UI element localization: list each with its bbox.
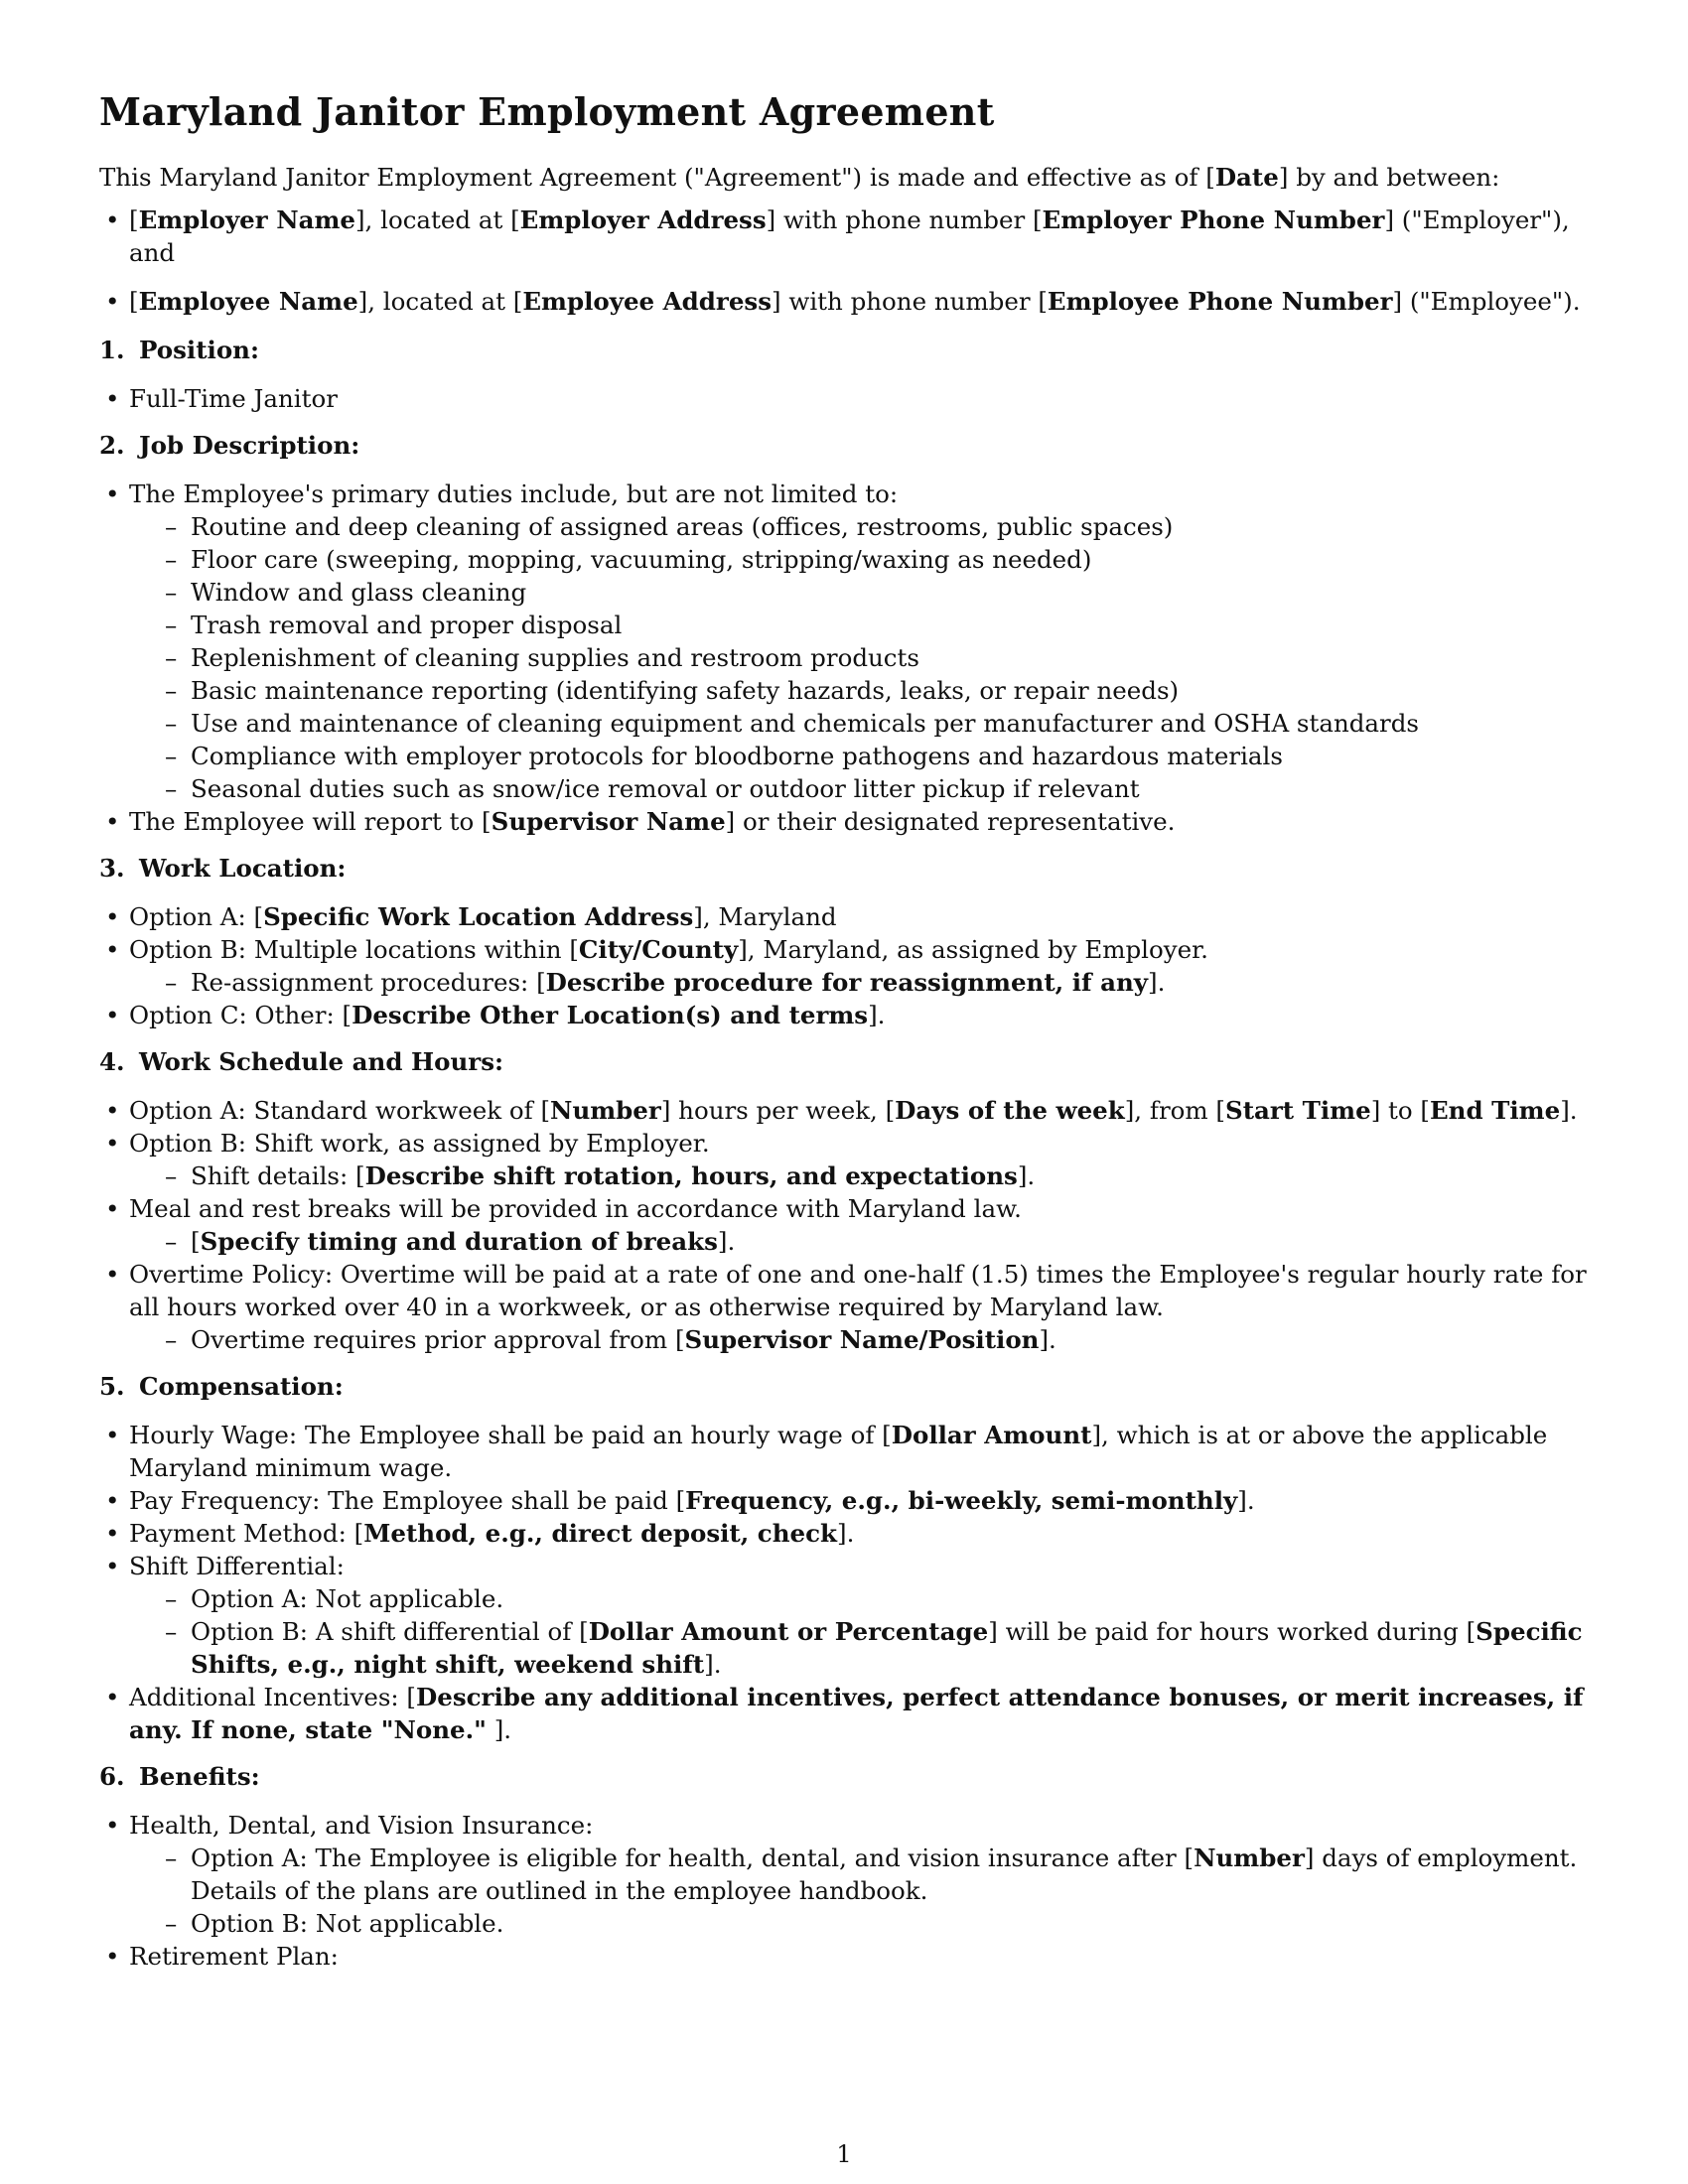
- supervisor-placeholder: Supervisor Name: [491, 807, 726, 836]
- section-heading-work-schedule: 4. Work Schedule and Hours:: [99, 1047, 504, 1076]
- duty-item: – Use and maintenance of cleaning equipment and chemicals per manufacturer and OSHA standards: [191, 707, 1589, 740]
- list-item: • Option A: Standard workweek of [Number] hours per week, [Days of the week], from [Start Time] to [End Time].: [129, 1094, 1589, 1127]
- list-item: • Shift Differential: – Option A: Not applicable. – Option B: A shift differential of [Dollar Amount or Percentage] will be paid for hours worked during [Specific Shifts, e.g., night shift, weekend shift].: [129, 1550, 1589, 1681]
- employer-address-placeholder: Employer Address: [519, 205, 767, 234]
- list-item: • Pay Frequency: The Employee shall be paid [Frequency, e.g., bi-weekly, semi-monthly].: [129, 1484, 1589, 1517]
- page-number: 1: [836, 2140, 852, 2168]
- list-item: • Option B: Shift work, as assigned by Employer. – Shift details: [Describe shift rotation, hours, and expectations].: [129, 1127, 1589, 1192]
- duty-item: – Floor care (sweeping, mopping, vacuuming, stripping/waxing as needed): [191, 543, 1589, 576]
- duty-item: – Trash removal and proper disposal: [191, 609, 1589, 641]
- party-employer: • [Employer Name], located at [Employer Address] with phone number [Employer Phone Number] ("Employer"), and: [129, 204, 1589, 269]
- sub-item: – Overtime requires prior approval from [Supervisor Name/Position].: [191, 1323, 1589, 1356]
- list-item: • Option A: [Specific Work Location Address], Maryland: [129, 900, 1589, 933]
- duty-item: – Compliance with employer protocols for bloodborne pathogens and hazardous materials: [191, 740, 1589, 772]
- party-employee: • [Employee Name], located at [Employee Address] with phone number [Employee Phone Number] ("Employee").: [129, 285, 1589, 318]
- employer-name-placeholder: Employer Name: [138, 205, 355, 234]
- list-item: • Retirement Plan:: [129, 1940, 1589, 1973]
- section-heading-compensation: 5. Compensation:: [99, 1372, 344, 1401]
- intro-text-end: ] by and between:: [1278, 163, 1500, 192]
- sub-item: – Shift details: [Describe shift rotation, hours, and expectations].: [191, 1160, 1589, 1192]
- employee-address-placeholder: Employee Address: [522, 287, 773, 316]
- employee-name-placeholder: Employee Name: [138, 287, 358, 316]
- date-placeholder: Date: [1214, 163, 1279, 192]
- duty-item: – Basic maintenance reporting (identifying safety hazards, leaks, or repair needs): [191, 674, 1589, 707]
- sub-list: [129, 1323, 1589, 1356]
- sub-list: [129, 1582, 1589, 1681]
- list-item: • Hourly Wage: The Employee shall be paid an hourly wage of [Dollar Amount], which is at or above the applicable Maryland minimum wage.: [129, 1419, 1589, 1484]
- list-item: • Health, Dental, and Vision Insurance: – Option A: The Employee is eligible for health, dental, and vision insurance after [Number] days of employment. Details of the plans are outlined in the employee handbook. – Option B: Not applicable.: [129, 1809, 1589, 1940]
- list-item: • Option B: Multiple locations within [City/County], Maryland, as assigned by Employer. – Re-assignment procedures: [Describe procedure for reassignment, if any].: [129, 933, 1589, 999]
- section-heading-job-description: 2. Job Description:: [99, 431, 360, 460]
- sub-item: – Option B: A shift differential of [Dollar Amount or Percentage] will be paid for hours worked during [Specific Shifts, e.g., night shift, weekend shift].: [191, 1615, 1589, 1681]
- duty-item: – Seasonal duties such as snow/ice removal or outdoor litter pickup if relevant: [191, 772, 1589, 805]
- sub-item: – Re-assignment procedures: [Describe procedure for reassignment, if any].: [191, 966, 1589, 999]
- sub-list: [129, 966, 1589, 999]
- duty-item: – Routine and deep cleaning of assigned areas (offices, restrooms, public spaces): [191, 510, 1589, 543]
- work-location-list: [99, 900, 1589, 1031]
- list-item: • Overtime Policy: Overtime will be paid at a rate of one and one-half (1.5) times the Employee's regular hourly rate for all hours worked over 40 in a workweek, or as otherwise required by Maryland law. – Overtime requires prior approval from [Supervisor Name/Position].: [129, 1258, 1589, 1356]
- duty-item: – Replenishment of cleaning supplies and restroom products: [191, 641, 1589, 674]
- duties-list: [129, 510, 1589, 805]
- position-list: [99, 382, 1589, 415]
- parties-list: [99, 204, 1589, 318]
- employee-phone-placeholder: Employee Phone Number: [1047, 287, 1393, 316]
- section-heading-work-location: 3. Work Location:: [99, 854, 347, 883]
- benefits-list: [99, 1809, 1589, 1973]
- list-item: • Payment Method: [Method, e.g., direct deposit, check].: [129, 1517, 1589, 1550]
- document-title: Maryland Janitor Employment Agreement: [99, 89, 995, 134]
- section-heading-benefits: 6. Benefits:: [99, 1762, 260, 1791]
- list-item: • The Employee will report to [Supervisor Name] or their designated representative.: [129, 805, 1589, 838]
- employer-phone-placeholder: Employer Phone Number: [1042, 205, 1385, 234]
- list-item: • Option C: Other: [Describe Other Location(s) and terms].: [129, 999, 1589, 1031]
- work-schedule-list: [99, 1094, 1589, 1356]
- sub-item: – Option B: Not applicable.: [191, 1907, 1589, 1940]
- intro-text: This Maryland Janitor Employment Agreement ("Agreement") is made and effective as of [: [99, 163, 1215, 192]
- list-item: • The Employee's primary duties include, but are not limited to: – Routine and deep cleaning of assigned areas (offices, restrooms, public spaces) – Floor care (sweeping, mopping, vacuuming, stripping/waxing as needed) – Window and glass cleaning – Trash removal and proper disposal – Replenishment of cleaning supplies and restroom products – Basic maintenance reporting (identifying safety hazards, leaks, or repair needs) – Use and maintenance of cleaning equipment and chemicals per manufacturer and OSHA standards – Compliance with employer protocols for bloodborne pathogens and hazardous materials – Seasonal duties such as snow/ice removal or outdoor litter pickup if relevant: [129, 478, 1589, 805]
- sub-item: – Option A: The Employee is eligible for health, dental, and vision insurance after [Number] days of employment. Details of the plans are outlined in the employee handbook.: [191, 1842, 1589, 1907]
- sub-item: – Option A: Not applicable.: [191, 1582, 1589, 1615]
- sub-list: [129, 1225, 1589, 1258]
- list-item: • Meal and rest breaks will be provided in accordance with Maryland law. – [Specify timing and duration of breaks].: [129, 1192, 1589, 1258]
- sub-list: [129, 1160, 1589, 1192]
- list-item: • Additional Incentives: [Describe any additional incentives, perfect attendance bonuses, or merit increases, if any. If none, state "None." ].: [129, 1681, 1589, 1746]
- sub-item: – [Specify timing and duration of breaks].: [191, 1225, 1589, 1258]
- duty-item: – Window and glass cleaning: [191, 576, 1589, 609]
- sub-list: [129, 1842, 1589, 1940]
- intro-paragraph: [99, 161, 1589, 194]
- list-item: • Full-Time Janitor: [129, 382, 1589, 415]
- section-heading-position: 1. Position:: [99, 336, 260, 364]
- compensation-list: [99, 1419, 1589, 1746]
- document-page: [99, 89, 1589, 1986]
- job-description-list: [99, 478, 1589, 838]
